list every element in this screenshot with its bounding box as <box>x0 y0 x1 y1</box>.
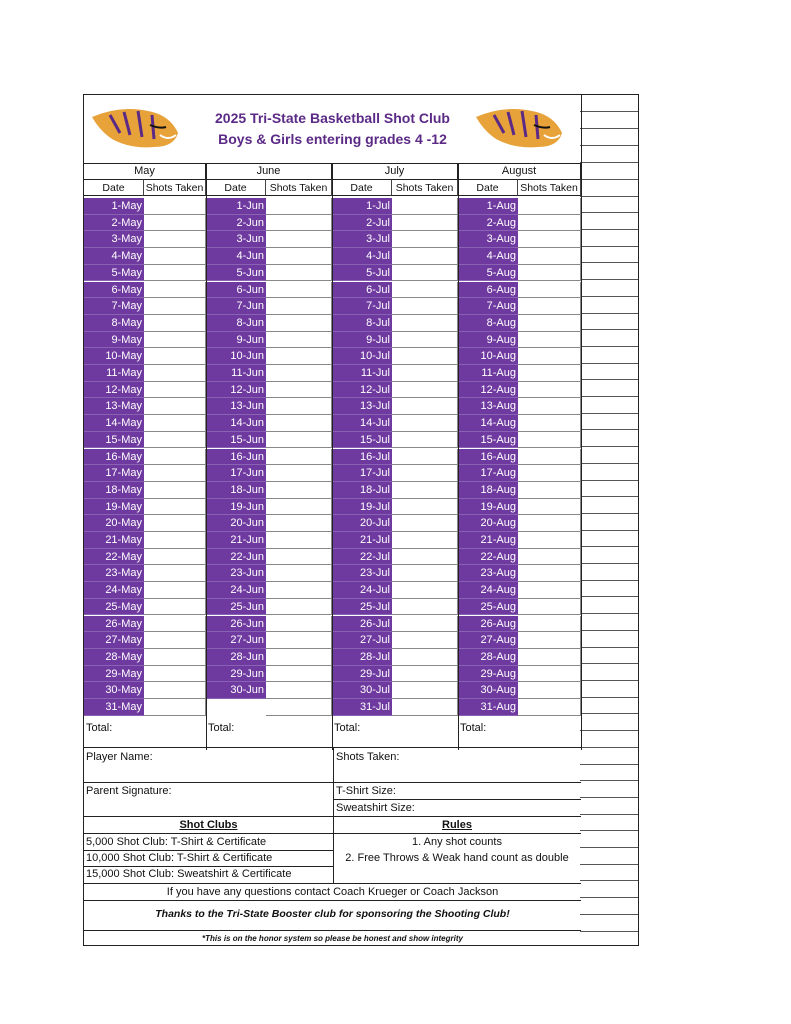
shots-taken-input[interactable] <box>266 215 332 232</box>
date-cell: 5-May <box>84 265 144 282</box>
month-header: May <box>84 163 206 179</box>
shot-club-item: 5,000 Shot Club: T-Shirt & Certificate <box>86 836 267 848</box>
date-cell: 13-Jun <box>206 398 266 415</box>
shots-taken-input[interactable] <box>392 415 458 432</box>
date-cell: 17-Jul <box>332 465 392 482</box>
page-title: 2025 Tri-State Basketball Shot Club <box>215 110 450 126</box>
date-cell: 1-Jul <box>332 198 392 215</box>
shots-taken-input[interactable] <box>144 599 206 616</box>
shots-taken-input[interactable] <box>518 231 581 248</box>
shots-taken-input[interactable] <box>392 499 458 516</box>
date-cell: 20-Jul <box>332 515 392 532</box>
shots-taken-input[interactable] <box>518 632 581 649</box>
shots-taken-input[interactable] <box>144 449 206 466</box>
shots-taken-input[interactable] <box>518 599 581 616</box>
date-cell: 9-Jul <box>332 332 392 349</box>
header <box>84 95 581 164</box>
date-cell: 14-Aug <box>458 415 518 432</box>
shots-taken-input[interactable] <box>518 666 581 683</box>
date-cell: 26-Jul <box>332 616 392 633</box>
shots-taken-input[interactable] <box>266 616 332 633</box>
date-cell: 25-May <box>84 599 144 616</box>
shots-taken-input[interactable] <box>392 332 458 349</box>
shots-taken-input[interactable] <box>518 649 581 666</box>
date-cell: 15-Jun <box>206 432 266 449</box>
date-cell: 1-May <box>84 198 144 215</box>
date-cell: 28-May <box>84 649 144 666</box>
shots-taken-input[interactable] <box>518 515 581 532</box>
rule-item: 2. Free Throws & Weak hand count as double <box>345 852 569 864</box>
shots-taken-input[interactable] <box>392 532 458 549</box>
date-cell: 19-Jul <box>332 499 392 516</box>
month-header: August <box>458 163 581 179</box>
date-cell: 27-May <box>84 632 144 649</box>
date-cell: 7-Aug <box>458 298 518 315</box>
date-cell: 4-Aug <box>458 248 518 265</box>
date-cell: 30-May <box>84 682 144 699</box>
date-cell: 30-Jun <box>206 682 266 699</box>
date-cell: 25-Aug <box>458 599 518 616</box>
date-cell: 29-Aug <box>458 666 518 683</box>
date-cell: 24-Jun <box>206 582 266 599</box>
shots-taken-input[interactable] <box>144 532 206 549</box>
date-cell: 6-Aug <box>458 282 518 299</box>
shots-taken-column-header: Shots Taken <box>518 179 581 196</box>
shots-taken-input[interactable] <box>266 666 332 683</box>
shots-taken-input[interactable] <box>144 198 206 215</box>
shots-taken-input[interactable] <box>518 699 581 716</box>
date-cell: 9-Jun <box>206 332 266 349</box>
date-cell: 26-Jun <box>206 616 266 633</box>
shots-taken-input[interactable] <box>392 198 458 215</box>
date-cell: 22-Jun <box>206 549 266 566</box>
date-cell: 10-Jun <box>206 348 266 365</box>
date-cell: 31-May <box>84 699 144 716</box>
date-cell: 7-May <box>84 298 144 315</box>
shots-taken-input[interactable] <box>392 699 458 716</box>
shots-taken-input[interactable] <box>518 315 581 332</box>
date-cell: 1-Jun <box>206 198 266 215</box>
date-cell: 18-Jun <box>206 482 266 499</box>
date-cell: 5-Jun <box>206 265 266 282</box>
month-total-label: Total: <box>86 721 113 734</box>
rules-heading: Rules <box>442 819 472 831</box>
date-cell: 30-Jul <box>332 682 392 699</box>
shot-club-sheet <box>83 94 639 946</box>
tshirt-size-label: T-Shirt Size: <box>336 785 396 797</box>
shots-taken-input[interactable] <box>144 666 206 683</box>
date-cell: 21-May <box>84 532 144 549</box>
date-cell: 6-May <box>84 282 144 299</box>
date-cell: 5-Jul <box>332 265 392 282</box>
shots-taken-input[interactable] <box>518 332 581 349</box>
month-total-label: Total: <box>334 721 361 734</box>
shots-taken-input[interactable] <box>144 432 206 449</box>
date-cell: 27-Aug <box>458 632 518 649</box>
date-cell: 28-Jun <box>206 649 266 666</box>
date-cell: 9-May <box>84 332 144 349</box>
date-cell: 21-Aug <box>458 532 518 549</box>
date-cell: 11-May <box>84 365 144 382</box>
date-cell: 13-May <box>84 398 144 415</box>
shots-taken-input[interactable] <box>392 482 458 499</box>
shots-taken-input[interactable] <box>266 582 332 599</box>
date-cell: 15-May <box>84 432 144 449</box>
date-cell: 27-Jun <box>206 632 266 649</box>
shots-taken-input[interactable] <box>266 682 332 699</box>
shots-taken-input[interactable] <box>144 215 206 232</box>
shots-taken-input[interactable] <box>392 348 458 365</box>
shots-taken-input[interactable] <box>518 198 581 215</box>
date-cell: 25-Jul <box>332 599 392 616</box>
date-cell: 8-Jun <box>206 315 266 332</box>
date-cell: 26-May <box>84 616 144 633</box>
date-cell: 7-Jul <box>332 298 392 315</box>
shots-taken-input[interactable] <box>392 282 458 299</box>
date-cell: 5-Aug <box>458 265 518 282</box>
shots-taken-column-header: Shots Taken <box>392 179 458 196</box>
date-cell: 17-May <box>84 465 144 482</box>
month-header: July <box>332 163 458 179</box>
shots-taken-input[interactable] <box>266 231 332 248</box>
shots-taken-input[interactable] <box>266 265 332 282</box>
date-cell: 20-Aug <box>458 515 518 532</box>
shots-taken-input[interactable] <box>518 398 581 415</box>
shots-taken-input[interactable] <box>266 432 332 449</box>
date-cell: 11-Jun <box>206 365 266 382</box>
date-cell: 8-Aug <box>458 315 518 332</box>
date-cell: 29-Jul <box>332 666 392 683</box>
date-cell: 4-Jun <box>206 248 266 265</box>
month-total-label: Total: <box>208 721 235 734</box>
date-cell: 8-May <box>84 315 144 332</box>
shots-taken-input[interactable] <box>266 482 332 499</box>
shots-taken-input[interactable] <box>144 282 206 299</box>
date-cell: 10-Aug <box>458 348 518 365</box>
shots-taken-input[interactable] <box>392 616 458 633</box>
shots-taken-input[interactable] <box>392 549 458 566</box>
shots-taken-input[interactable] <box>392 582 458 599</box>
date-cell: 22-Aug <box>458 549 518 566</box>
date-cell: 25-Jun <box>206 599 266 616</box>
shots-taken-input[interactable] <box>518 465 581 482</box>
shots-taken-input[interactable] <box>266 465 332 482</box>
date-cell: 2-May <box>84 215 144 232</box>
date-cell: 8-Jul <box>332 315 392 332</box>
shots-taken-input[interactable] <box>144 549 206 566</box>
shots-taken-input[interactable] <box>518 682 581 699</box>
date-cell: 12-Jul <box>332 382 392 399</box>
shots-taken-input[interactable] <box>266 515 332 532</box>
date-cell: 3-Jul <box>332 231 392 248</box>
shots-taken-input[interactable] <box>518 565 581 582</box>
shots-taken-input[interactable] <box>518 449 581 466</box>
date-column-header: Date <box>206 179 266 196</box>
date-cell: 22-Jul <box>332 549 392 566</box>
shots-taken-input[interactable] <box>392 565 458 582</box>
shots-taken-input[interactable] <box>518 298 581 315</box>
date-cell: 14-May <box>84 415 144 432</box>
shots-taken-input[interactable] <box>144 315 206 332</box>
shots-taken-input[interactable] <box>266 198 332 215</box>
shots-taken-input[interactable] <box>392 298 458 315</box>
date-cell: 23-May <box>84 565 144 582</box>
shots-taken-input[interactable] <box>266 532 332 549</box>
shots-taken-input[interactable] <box>144 515 206 532</box>
shots-taken-input[interactable] <box>266 398 332 415</box>
date-cell: 23-Jul <box>332 565 392 582</box>
date-column-header: Date <box>332 179 392 196</box>
shots-taken-input[interactable] <box>266 382 332 399</box>
date-column-header: Date <box>84 179 144 196</box>
shot-clubs-heading: Shot Clubs <box>179 819 238 831</box>
shots-taken-input[interactable] <box>144 265 206 282</box>
shots-taken-input[interactable] <box>392 649 458 666</box>
shots-taken-input[interactable] <box>518 248 581 265</box>
shots-taken-input[interactable] <box>144 649 206 666</box>
shots-taken-input[interactable] <box>144 499 206 516</box>
contact-note: If you have any questions contact Coach Krueger or Coach Jackson <box>166 886 499 898</box>
date-cell: 16-Aug <box>458 449 518 466</box>
date-cell: 3-Jun <box>206 231 266 248</box>
player-name-label: Player Name: <box>86 751 153 763</box>
date-cell: 18-Aug <box>458 482 518 499</box>
shots-taken-input[interactable] <box>144 332 206 349</box>
sweatshirt-size-label: Sweatshirt Size: <box>336 802 415 814</box>
shots-taken-input[interactable] <box>266 499 332 516</box>
shots-taken-input[interactable] <box>392 265 458 282</box>
shots-taken-input[interactable] <box>266 632 332 649</box>
shots-taken-input[interactable] <box>518 215 581 232</box>
date-cell: 16-Jun <box>206 449 266 466</box>
date-cell: 12-May <box>84 382 144 399</box>
date-cell: 17-Aug <box>458 465 518 482</box>
shots-taken-input[interactable] <box>144 582 206 599</box>
shots-taken-input[interactable] <box>266 599 332 616</box>
date-cell: 17-Jun <box>206 465 266 482</box>
shots-taken-input[interactable] <box>266 549 332 566</box>
date-cell: 29-May <box>84 666 144 683</box>
date-cell: 23-Jun <box>206 565 266 582</box>
date-cell: 13-Aug <box>458 398 518 415</box>
shots-taken-input[interactable] <box>144 565 206 582</box>
shots-taken-input[interactable] <box>144 465 206 482</box>
shots-taken-input[interactable] <box>392 365 458 382</box>
page-subtitle: Boys & Girls entering grades 4 -12 <box>218 131 447 147</box>
shots-taken-input[interactable] <box>144 682 206 699</box>
date-cell: 4-May <box>84 248 144 265</box>
parent-signature-label: Parent Signature: <box>86 785 172 797</box>
date-cell: 1-Aug <box>458 198 518 215</box>
shots-taken-input[interactable] <box>144 348 206 365</box>
shots-taken-input[interactable] <box>518 348 581 365</box>
shots-taken-input[interactable] <box>266 565 332 582</box>
shots-taken-input[interactable] <box>392 632 458 649</box>
date-cell: 12-Jun <box>206 382 266 399</box>
date-cell: 18-May <box>84 482 144 499</box>
date-cell: 31-Aug <box>458 699 518 716</box>
date-column-header: Date <box>458 179 518 196</box>
shots-taken-input[interactable] <box>392 398 458 415</box>
shots-taken-input[interactable] <box>266 699 332 716</box>
date-cell: 6-Jun <box>206 282 266 299</box>
month-header: June <box>206 163 332 179</box>
date-cell: 15-Aug <box>458 432 518 449</box>
date-cell: 2-Jun <box>206 215 266 232</box>
date-cell: 23-Aug <box>458 565 518 582</box>
shots-taken-input[interactable] <box>392 382 458 399</box>
date-cell: 4-Jul <box>332 248 392 265</box>
thanks-note: Thanks to the Tri-State Booster club for sponsoring the Shooting Club! <box>155 908 510 920</box>
shots-taken-input[interactable] <box>266 449 332 466</box>
rule-item: 1. Any shot counts <box>412 836 502 848</box>
date-cell: 16-Jul <box>332 449 392 466</box>
date-cell: 28-Jul <box>332 649 392 666</box>
shot-club-item: 15,000 Shot Club: Sweatshirt & Certificate <box>86 868 292 880</box>
shots-taken-input[interactable] <box>518 415 581 432</box>
date-cell: 30-Aug <box>458 682 518 699</box>
shots-taken-input[interactable] <box>518 265 581 282</box>
shots-taken-input[interactable] <box>518 382 581 399</box>
date-cell: 28-Aug <box>458 649 518 666</box>
shots-taken-input[interactable] <box>392 215 458 232</box>
date-cell: 3-Aug <box>458 231 518 248</box>
date-cell: 22-May <box>84 549 144 566</box>
date-cell: 29-Jun <box>206 666 266 683</box>
date-cell: 24-Jul <box>332 582 392 599</box>
shots-taken-input[interactable] <box>518 582 581 599</box>
shots-taken-input[interactable] <box>518 482 581 499</box>
date-cell: 27-Jul <box>332 632 392 649</box>
date-cell: 31-Jul <box>332 699 392 716</box>
date-cell: 11-Jul <box>332 365 392 382</box>
date-cell: 14-Jul <box>332 415 392 432</box>
shots-taken-input[interactable] <box>144 248 206 265</box>
month-total-label: Total: <box>460 721 487 734</box>
shots-taken-input[interactable] <box>144 699 206 716</box>
date-cell: 21-Jul <box>332 532 392 549</box>
shots-taken-input[interactable] <box>144 415 206 432</box>
date-cell: 2-Jul <box>332 215 392 232</box>
shots-taken-input[interactable] <box>392 599 458 616</box>
shots-taken-input[interactable] <box>144 398 206 415</box>
shots-taken-input[interactable] <box>518 432 581 449</box>
shots-taken-input[interactable] <box>144 298 206 315</box>
shots-taken-input[interactable] <box>518 365 581 382</box>
date-cell: 24-Aug <box>458 582 518 599</box>
date-cell: 11-Aug <box>458 365 518 382</box>
date-cell: 10-Jul <box>332 348 392 365</box>
date-cell: 19-Jun <box>206 499 266 516</box>
date-cell: 3-May <box>84 231 144 248</box>
date-cell: 13-Jul <box>332 398 392 415</box>
date-cell: 15-Jul <box>332 432 392 449</box>
date-cell: 6-Jul <box>332 282 392 299</box>
shots-taken-input[interactable] <box>392 666 458 683</box>
shots-taken-input[interactable] <box>266 298 332 315</box>
date-cell: 24-May <box>84 582 144 599</box>
shots-taken-input[interactable] <box>392 315 458 332</box>
date-cell: 19-May <box>84 499 144 516</box>
shots-taken-input[interactable] <box>144 616 206 633</box>
shots-taken-input[interactable] <box>392 432 458 449</box>
shots-taken-input[interactable] <box>518 282 581 299</box>
shots-taken-input[interactable] <box>392 231 458 248</box>
date-cell: 12-Aug <box>458 382 518 399</box>
date-cell: 21-Jun <box>206 532 266 549</box>
shots-taken-label: Shots Taken: <box>336 751 400 763</box>
shots-taken-input[interactable] <box>266 282 332 299</box>
date-cell: 18-Jul <box>332 482 392 499</box>
shots-taken-input[interactable] <box>266 315 332 332</box>
date-cell: 26-Aug <box>458 616 518 633</box>
shots-taken-input[interactable] <box>392 449 458 466</box>
shots-taken-column-header: Shots Taken <box>266 179 332 196</box>
shots-taken-input[interactable] <box>518 616 581 633</box>
shots-taken-input[interactable] <box>144 632 206 649</box>
shots-taken-input[interactable] <box>144 365 206 382</box>
shots-taken-input[interactable] <box>266 649 332 666</box>
shots-taken-input[interactable] <box>392 682 458 699</box>
date-cell: 20-Jun <box>206 515 266 532</box>
date-cell: 14-Jun <box>206 415 266 432</box>
date-cell: 7-Jun <box>206 298 266 315</box>
shots-taken-input[interactable] <box>144 482 206 499</box>
shots-taken-input[interactable] <box>518 499 581 516</box>
shots-taken-input[interactable] <box>266 248 332 265</box>
shots-taken-input[interactable] <box>266 365 332 382</box>
shots-taken-input[interactable] <box>392 248 458 265</box>
shots-taken-input[interactable] <box>266 348 332 365</box>
shots-taken-input[interactable] <box>144 231 206 248</box>
shots-taken-input[interactable] <box>266 332 332 349</box>
date-cell: 20-May <box>84 515 144 532</box>
date-cell: 10-May <box>84 348 144 365</box>
date-cell: 19-Aug <box>458 499 518 516</box>
shots-taken-input[interactable] <box>392 515 458 532</box>
shots-taken-input[interactable] <box>266 415 332 432</box>
date-cell: 9-Aug <box>458 332 518 349</box>
date-cell: 16-May <box>84 449 144 466</box>
honor-note: *This is on the honor system so please be honest and show integrity <box>202 934 463 943</box>
date-cell: 2-Aug <box>458 215 518 232</box>
shots-taken-column-header: Shots Taken <box>144 179 206 196</box>
shots-taken-input[interactable] <box>144 382 206 399</box>
shots-taken-input[interactable] <box>518 532 581 549</box>
shots-taken-input[interactable] <box>518 549 581 566</box>
shot-club-item: 10,000 Shot Club: T-Shirt & Certificate <box>86 852 273 864</box>
shots-taken-input[interactable] <box>392 465 458 482</box>
